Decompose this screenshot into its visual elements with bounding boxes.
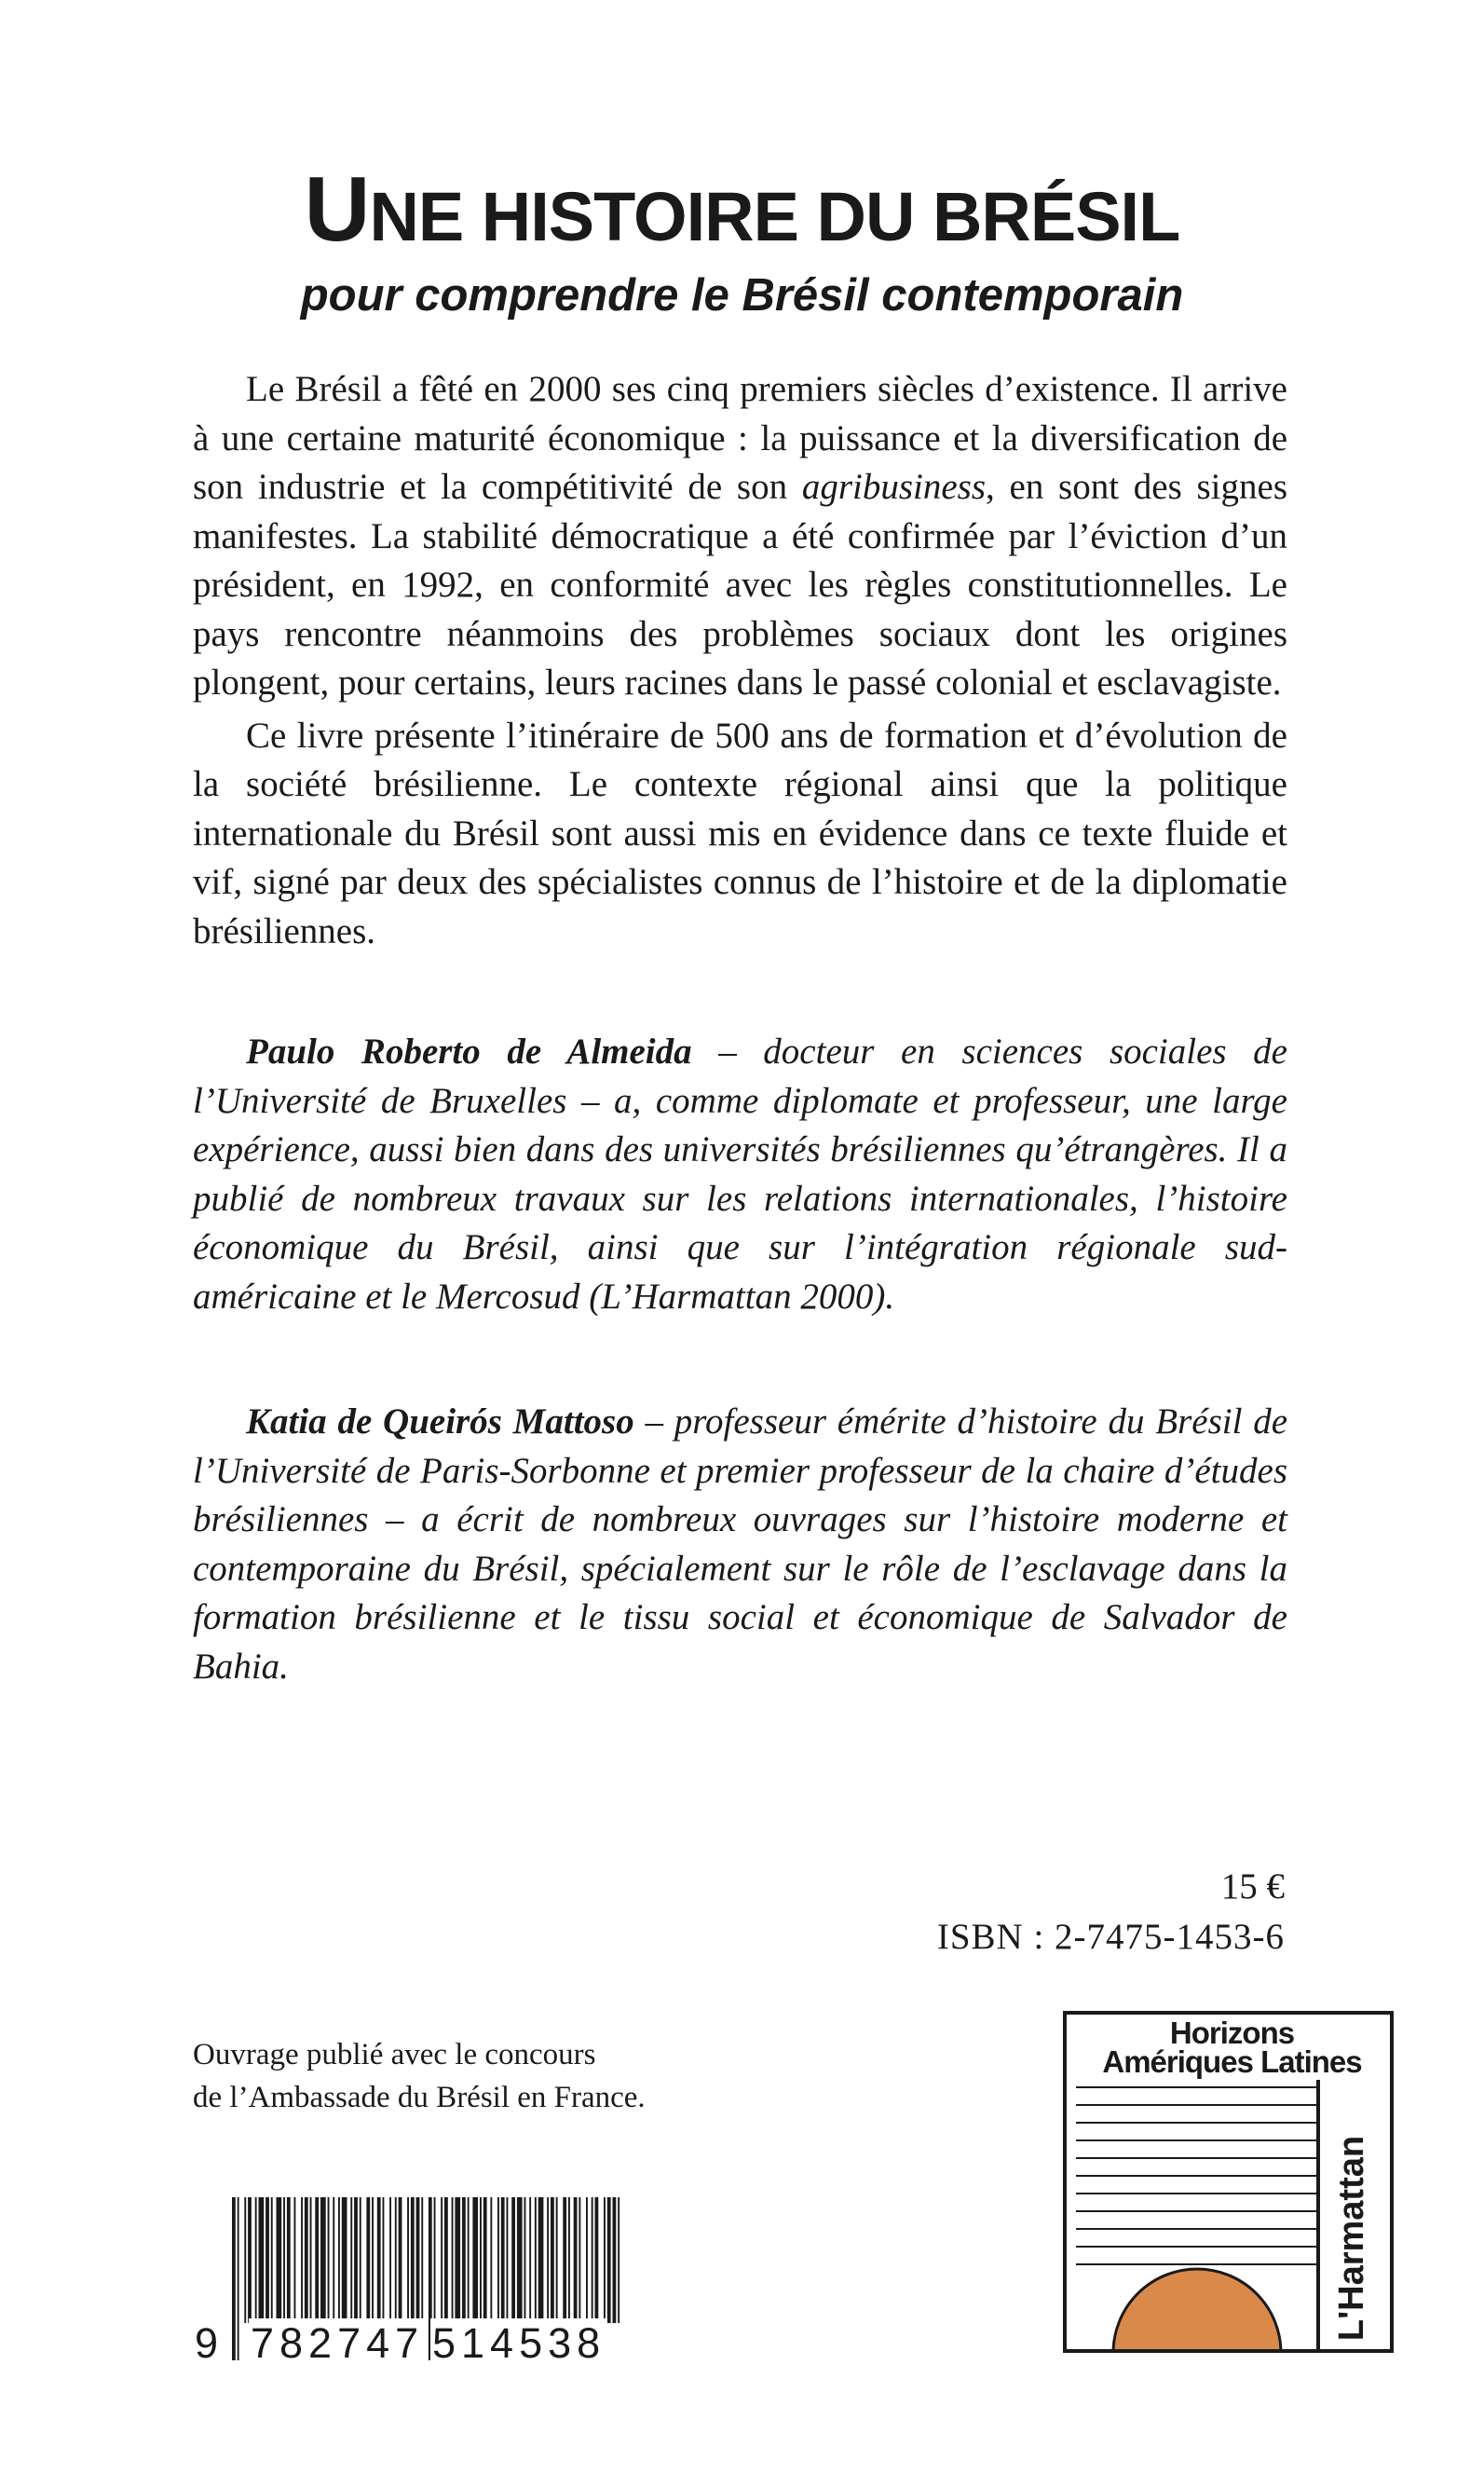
barcode-bar (338, 2197, 340, 2323)
description-paragraph-1 (193, 365, 1287, 708)
sponsor-line-1: Ouvrage publié avec le concours (193, 2038, 596, 2071)
book-title (0, 157, 1484, 260)
barcode-bar (271, 2197, 273, 2323)
barcode-bar (556, 2197, 558, 2323)
barcode-bar (301, 2197, 303, 2323)
barcode-bar (294, 2197, 296, 2323)
barcode-bar (472, 2197, 478, 2323)
barcode-bar (574, 2197, 578, 2323)
barcode-bar (277, 2197, 282, 2323)
barcode-bar (462, 2197, 466, 2323)
barcode-bar (377, 2197, 381, 2323)
barcode-bar (535, 2197, 537, 2323)
barcode-bar (507, 2197, 509, 2323)
barcode-bar (529, 2197, 531, 2323)
barcode-bar (248, 2197, 252, 2323)
author-bio-2 (193, 1398, 1287, 1691)
barcode-bar (613, 2197, 617, 2323)
series-logo-lines (1076, 2087, 1316, 2264)
barcode-bar (310, 2197, 312, 2323)
barcode-bar (383, 2197, 385, 2323)
sun-icon (1113, 2269, 1281, 2353)
barcode-bar (586, 2197, 588, 2323)
publisher-name: L'Harmattan (1332, 2135, 1371, 2342)
barcode-bar (604, 2197, 606, 2323)
barcode-bar (538, 2197, 544, 2323)
barcode-bar (568, 2197, 570, 2323)
author-name-1: Paulo Roberto de Almeida (246, 1032, 692, 1072)
series-logo-frame (1063, 2011, 1394, 2353)
barcode-bar (595, 2197, 599, 2323)
barcode-bar (366, 2197, 370, 2323)
paragraph-1-text-b: , en sont des signes manifestes. La stabilité démocratique a été confirmée par l’éviction d’un président, en 1992, en conformité avec les règles constitutionnelles. Le pays rencontre néanmoins des problèmes sociaux dont les origines plongent, pour certains, leurs racines dans le passé colonial et esclavagiste. (193, 467, 1288, 703)
barcode-bar (563, 2197, 566, 2323)
barcode-bar (416, 2197, 420, 2323)
author-bio-2-text: – professeur émérite d’histoire du Brésil de l’Université de Paris-Sorbonne et premier professeur de la chaire d’études brésiliennes – a écrit de nombreux ouvrages sur l’histoire moderne et contemporaine du Brésil, spécialement sur le rôle de l’esclavage dans la formation brésilienne et le tissu social et économique de Salvador de Bahia. (193, 1401, 1288, 1687)
barcode-bar (551, 2197, 554, 2323)
barcode-bar (434, 2197, 436, 2323)
barcode-bar (592, 2197, 593, 2323)
description (193, 365, 1287, 956)
barcode-bar (455, 2197, 460, 2323)
author-name-2: Katia de Queirós Mattoso (246, 1401, 634, 1442)
barcode-bar (411, 2197, 415, 2323)
barcode-bar (315, 2197, 319, 2323)
barcode-bar (389, 2197, 391, 2323)
barcode-bar (372, 2197, 374, 2323)
author-bio-1 (193, 1028, 1287, 1321)
barcode-bar (287, 2197, 291, 2323)
series-logo-line-1: Horizons (1169, 2016, 1295, 2050)
paragraph-1-italic-term: agribusiness (801, 467, 987, 507)
isbn: ISBN : 2-7475-1453-6 (936, 1917, 1285, 1957)
barcode-group-2: 514538 (432, 2319, 606, 2367)
barcode-bar (360, 2197, 361, 2323)
barcode-bar (399, 2197, 402, 2323)
barcode-bar (511, 2197, 515, 2323)
barcode-bar (354, 2197, 358, 2323)
barcode-bar (259, 2197, 265, 2323)
title-initial: U (304, 157, 370, 260)
barcode-bar (607, 2197, 611, 2323)
price: 15 € (1220, 1866, 1285, 1907)
barcode-bar (255, 2197, 257, 2323)
barcode-bar (579, 2197, 580, 2323)
barcode-bar (244, 2197, 246, 2323)
barcode-first-digit: 9 (195, 2319, 219, 2367)
barcode-group-1: 782747 (251, 2319, 425, 2367)
sponsor-note (193, 2033, 845, 2119)
barcode-bar (441, 2197, 442, 2323)
series-logo-line-2: Amériques Latines (1102, 2044, 1362, 2079)
barcode-bar (468, 2197, 470, 2323)
barcode-bar (444, 2197, 448, 2323)
series-logo-graphic (1067, 2015, 1394, 2353)
barcode-bar (483, 2197, 487, 2323)
paragraph-1-text-a: Le Brésil a fêté en 2000 ses cinq premiers siècles d’existence. Il arrive à une certaine maturité économique : la puissance et la diversification de son industrie et la compétitivité de son (193, 369, 1287, 507)
barcode-bar (305, 2197, 308, 2323)
barcode-bar (490, 2197, 492, 2323)
author-bio-1-text: – docteur en sciences sociales de l’Université de Bruxelles – a, comme diplomate et professeur, une large expérience, aussi bien dans des universités brésiliennes qu’étrangères. Il a publié de nombreux travaux sur les relations internationales, l’histoire économique du Brésil, ainsi que sur l’intégration régionale sud-américaine et le Mercosud (L’Harmattan 2000). (193, 1032, 1287, 1317)
barcode-digits (193, 2318, 631, 2369)
barcode-bar (407, 2197, 409, 2323)
sponsor-line-2: de l’Ambassade du Brésil en France. (193, 2081, 646, 2114)
author-bio-1-paragraph (193, 1028, 1287, 1321)
barcode-bar (395, 2197, 397, 2323)
barcode-bar (350, 2197, 352, 2323)
barcode-bar (501, 2197, 505, 2323)
series-logo (1063, 2011, 1398, 2357)
barcode-bar (342, 2197, 347, 2323)
barcode-bar (524, 2197, 526, 2323)
barcode-bar (265, 2197, 269, 2323)
author-bio-2-paragraph (193, 1398, 1287, 1691)
book-subtitle: pour comprendre le Brésil contemporain (300, 270, 1184, 321)
barcode-bar (497, 2197, 499, 2323)
barcode-bar (452, 2197, 454, 2323)
barcode-bar (618, 2197, 619, 2323)
description-paragraph-2: Ce livre présente l’itinéraire de 500 ans de formation et d’évolution de la société brésilienne. Le contexte régional ainsi que la politique internationale du Brésil sont aussi mis en évidence dans ce texte fluide et vif, signé par deux des spécialistes connus de l’histoire et de la diplomatie brésiliennes. (193, 715, 1287, 951)
barcode-bar (547, 2197, 549, 2323)
barcode-bar (480, 2197, 482, 2323)
barcode-bar (283, 2197, 285, 2323)
barcode-bar (517, 2197, 523, 2323)
title-rest: NE HISTOIRE DU BRÉSIL (369, 178, 1180, 255)
barcode-bar (320, 2197, 326, 2323)
